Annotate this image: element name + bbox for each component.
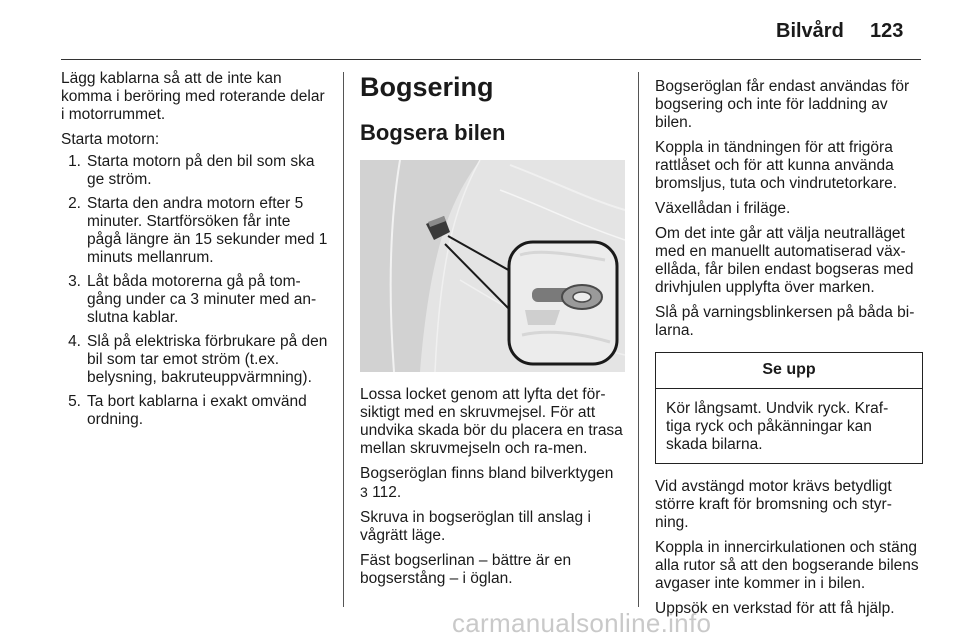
column-1: [61, 70, 329, 435]
watermark: carmanualsonline.info: [452, 608, 712, 638]
paragraph-remove-cover: Lossa locket genom att lyfta det för-siktigt med en skruvmejsel. För att undvika skada bör du placera en trasa mellan skruvmejseln och ra-men.: [360, 386, 623, 457]
list-item: [61, 393, 329, 429]
caution-text: Kör långsamt. Undvik ryck. Kraf-tiga ryck och påkänningar kan skada bilarna.: [666, 400, 889, 453]
paragraph-neutral: Växellådan i friläge.: [655, 200, 791, 217]
paragraph-tow-eye-usage: Bogseröglan får endast användas för bogsering och inte för laddning av bilen.: [655, 78, 910, 131]
tow-eye-illustration-icon: [360, 160, 625, 372]
list-item: [61, 153, 329, 189]
paragraph-recirculation: Koppla in innercirkulationen och stäng alla rutor så att den bogserande bilens avgaser inte kommer in i bilen.: [655, 539, 919, 592]
step-number: 4.: [68, 333, 81, 350]
paragraph-ignition: Koppla in tändningen för att frigöra rattlåset och för att kunna använda bromsljus, tuta och vindrutetorkare.: [655, 139, 898, 192]
page-number: 123: [870, 20, 904, 42]
list-item: [61, 195, 329, 267]
start-label: Starta motorn:: [61, 131, 160, 148]
column-divider-1: [343, 72, 344, 607]
header-divider: [61, 59, 921, 60]
step-text: Ta bort kablarna i exakt omvänd ordning.: [87, 393, 307, 428]
step-text: Starta den andra motorn efter 5 minuter. Startförsöken får inte pågå längre än 15 sekunder med 1 minuts mellanrum.: [87, 195, 328, 266]
subsection-title: Bogsera bilen: [360, 120, 506, 145]
step-text: Slå på elektriska förbrukare på den bil som tar emot ström (t.ex. belysning, bakruteuppvärmning).: [87, 333, 328, 386]
paragraph-tow-eye-location: [360, 465, 625, 502]
paragraph-hazard-lights: Slå på varningsblinkersen på båda bi-larna.: [655, 304, 915, 339]
cross-reference-page[interactable]: 112.: [372, 484, 402, 501]
step-text: Starta motorn på den bil som ska ge ström.: [87, 153, 315, 188]
column-2: [360, 72, 625, 595]
paragraph-workshop: Uppsök en verkstad för att få hjälp.: [655, 600, 895, 617]
paragraph-automated-gearbox: Om det inte går att välja neutralläget med en manuellt automatiserad väx-ellåda, får bilen endast bogseras med drivhjulen upplyfta över marken.: [655, 225, 914, 296]
cross-reference-icon: 3: [360, 484, 368, 500]
paragraph-engine-off: Vid avstängd motor krävs betydligt större kraft för bromsning och styr-ning.: [655, 478, 892, 531]
caution-title: Se upp: [656, 353, 922, 389]
list-item: [61, 333, 329, 387]
list-item: [61, 273, 329, 327]
column-3: [655, 78, 923, 625]
step-number: 5.: [68, 393, 81, 410]
intro-paragraph: Lägg kablarna så att de inte kan komma i beröring med roterande delar i motorrummet.: [61, 70, 325, 123]
column-divider-2: [638, 72, 639, 607]
step-number: 2.: [68, 195, 81, 212]
page-header-title: Bilvård: [776, 20, 844, 42]
section-title: Bogsering: [360, 72, 494, 102]
paragraph-attach-rope: Fäst bogserlinan – bättre är en bogserstång – i öglan.: [360, 552, 572, 587]
paragraph-screw-in: Skruva in bogseröglan till anslag i vågrätt läge.: [360, 509, 591, 544]
caution-box: [655, 352, 923, 464]
step-text: Låt båda motorerna gå på tom-gång under ca 3 minuter med an-slutna kablar.: [87, 273, 317, 326]
step-number: 1.: [68, 153, 81, 170]
tow-eye-location-text: Bogseröglan finns bland bilverktygen: [360, 465, 614, 482]
steps-list: [61, 153, 329, 429]
step-number: 3.: [68, 273, 81, 290]
